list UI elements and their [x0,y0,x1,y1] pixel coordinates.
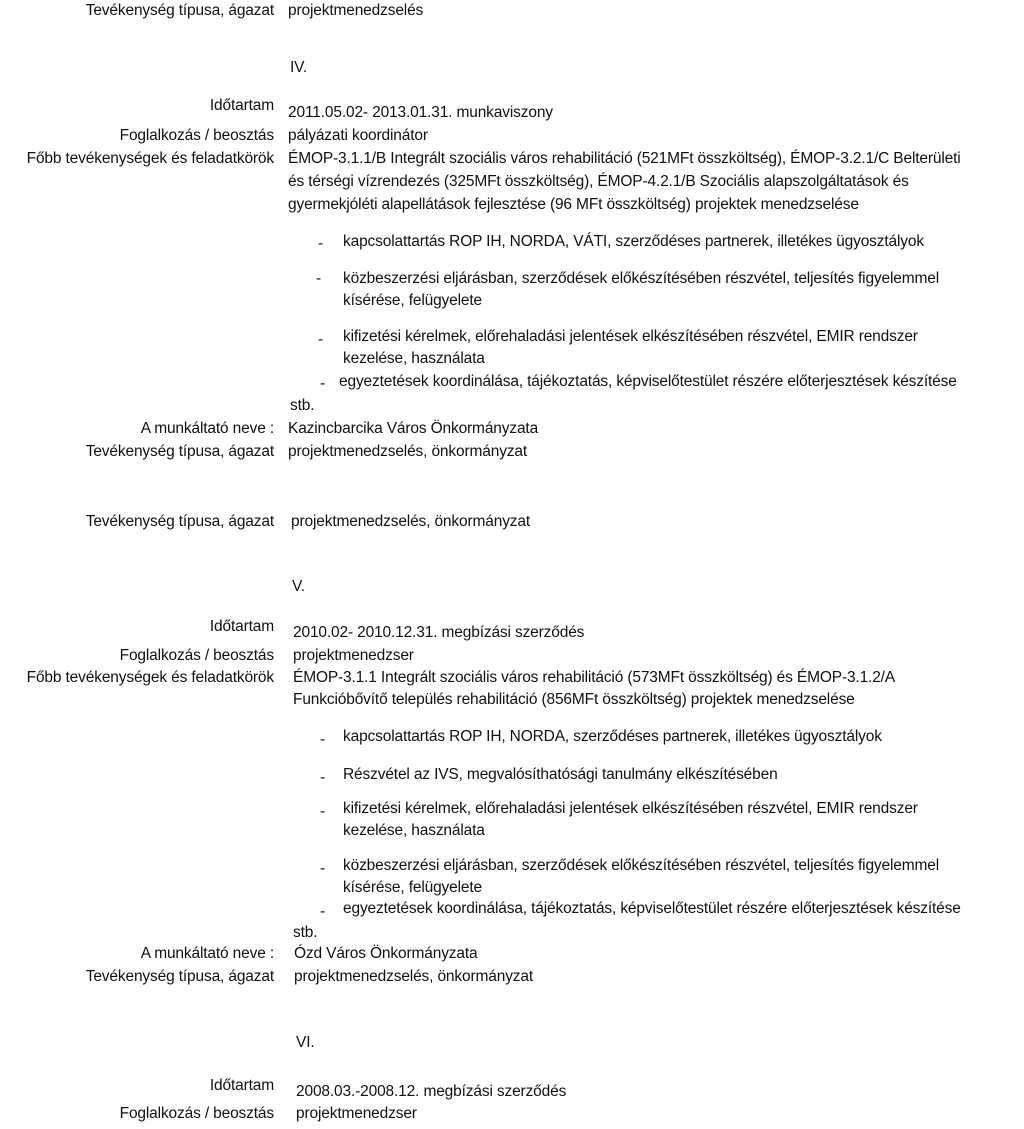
v-bullet-1-dash: - [320,731,326,748]
v-bullet-4-dash: - [320,860,326,877]
iv-bullet-2-line-2: kísérése, felügyelete [343,292,483,309]
iv-type-label-2: Tevékenység típusa, ágazat [85,513,274,530]
v-position-label: Foglalkozás / beosztás [119,647,274,664]
v-bullet-3-dash: - [320,803,326,820]
iv-duration-label: Időtartam [209,97,274,114]
v-employer-label: A munkáltató neve : [140,945,274,962]
iv-bullet-1: kapcsolattartás ROP IH, NORDA, VÁTI, szerződéses partnerek, illetékes ügyosztályok [343,233,924,250]
v-activities-label: Főbb tevékenységek és feladatkörök [26,669,274,686]
v-bullet-4-line-1: közbeszerzési eljárásban, szerződések előkészítésében részvétel, teljesítés figyelemmel [343,857,940,874]
iv-activities-line-2: és térségi vízrendezés (325MFt összköltség), ÉMOP-4.2.1/B Szociális alapszolgáltatások és [288,173,909,190]
v-bullet-2: Részvétel az IVS, megvalósíthatósági tanulmány elkészítésében [343,766,778,783]
iv-bullet-3-line-2: kezelése, használata [343,350,485,367]
iv-bullet-2-dash: - [316,270,322,287]
iv-bullet-1-dash: - [318,235,324,252]
v-duration-value: 2010.02- 2010.12.31. megbízási szerződés [293,624,585,641]
v-duration-label: Időtartam [209,618,274,635]
v-activities-line-2: Funkcióbővítő település rehabilitáció (856MFt összköltség) projektek menedzselése [293,691,855,708]
iv-position-value: pályázati koordinátor [288,127,428,144]
iv-employer-value: Kazincbarcika Város Önkormányzata [288,420,539,437]
vi-position-label: Foglalkozás / beosztás [119,1105,274,1122]
v-bullet-1: kapcsolattartás ROP IH, NORDA, szerződéses partnerek, illetékes ügyosztályok [343,728,882,745]
iv-type-value: projektmenedzselés, önkormányzat [288,443,528,460]
v-type-label: Tevékenység típusa, ágazat [85,968,274,985]
iv-position-label: Foglalkozás / beosztás [119,127,274,144]
iv-bullet-2-line-1: közbeszerzési eljárásban, szerződések előkészítésében részvétel, teljesítés figyelemmel [343,270,940,287]
iv-bullet-3-dash: - [318,331,324,348]
v-bullet-5-dash: - [320,903,326,920]
iv-etc: stb. [290,397,315,414]
section-vi-numeral: VI. [296,1034,315,1051]
v-type-value: projektmenedzselés, önkormányzat [294,968,534,985]
v-etc: stb. [293,924,318,941]
iv-activities-line-3: gyermekjóléti alapellátások fejlesztése (96 MFt összköltség) projektek menedzselése [288,196,859,213]
v-bullet-3-line-2: kezelése, használata [343,822,485,839]
iv-bullet-4-dash: - [320,375,326,392]
vi-duration-value: 2008.03.-2008.12. megbízási szerződés [296,1083,567,1100]
iv-bullet-4: egyeztetések koordinálása, tájékoztatás, képviselőtestület részére előterjesztések készítése [339,373,957,390]
top-type-label: Tevékenység típusa, ágazat [85,2,274,19]
iv-activities-label: Főbb tevékenységek és feladatkörök [26,150,274,167]
iv-bullet-3-line-1: kifizetési kérelmek, előrehaladási jelentések elkészítésében részvétel, EMIR rendszer [343,328,918,345]
v-activities-line-1: ÉMOP-3.1.1 Integrált szociális város rehabilitáció (573MFt összköltség) és ÉMOP-3.1.2/A [293,669,896,686]
v-bullet-2-dash: - [320,769,326,786]
top-type-value: projektmenedzselés [288,2,424,19]
iv-type-label: Tevékenység típusa, ágazat [85,443,274,460]
v-employer-value: Ózd Város Önkormányzata [294,945,478,962]
iv-duration-value: 2011.05.02- 2013.01.31. munkaviszony [288,104,553,121]
v-bullet-4-line-2: kísérése, felügyelete [343,879,483,896]
v-bullet-3-line-1: kifizetési kérelmek, előrehaladási jelentések elkészítésében részvétel, EMIR rendszer [343,800,918,817]
v-position-value: projektmenedzser [293,647,414,664]
vi-duration-label: Időtartam [209,1077,274,1094]
section-iv-numeral: IV. [290,59,308,76]
iv-employer-label: A munkáltató neve : [140,420,274,437]
section-v-numeral: V. [292,578,305,595]
vi-position-value: projektmenedzser [296,1105,417,1122]
iv-type-value-2: projektmenedzselés, önkormányzat [291,513,531,530]
iv-activities-line-1: ÉMOP-3.1.1/B Integrált szociális város rehabilitáció (521MFt összköltség), ÉMOP-3.2.1/C Belterületi [288,150,961,167]
v-bullet-5: egyeztetések koordinálása, tájékoztatás, képviselőtestület részére előterjesztések készítése [343,900,961,917]
